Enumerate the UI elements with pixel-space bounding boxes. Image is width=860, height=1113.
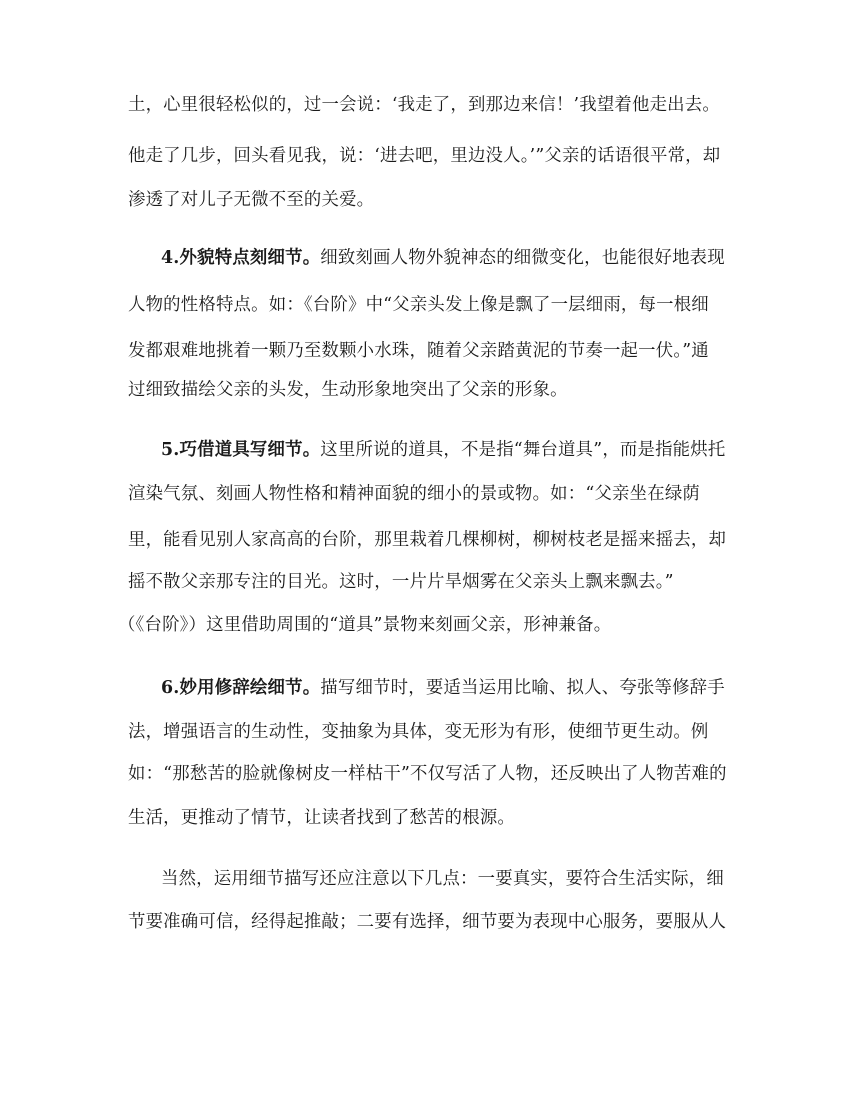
text-run: 描写细节时，要适当运用比喻、拟人、夸张等修辞手: [320, 678, 725, 698]
text-line: 发都艰难地挑着一颗乃至数颗小水珠，随着父亲踏黄泥的节奏一起一伏。”通: [128, 341, 709, 361]
section-heading: 4.外貌特点刻细节。: [161, 248, 321, 268]
text-line: 过细致描绘父亲的头发，生动形象地突出了父亲的形象。: [128, 380, 568, 400]
text-line: 生活，更推动了情节，让读者找到了愁苦的根源。: [128, 808, 515, 828]
text-line: 节要准确可信，经得起推敲；二要有选择，细节要为表现中心服务，要服从人: [128, 912, 727, 932]
section-heading: 6.妙用修辞绘细节。: [161, 678, 321, 698]
text-run: 细致刻画人物外貌神态的细微变化，也能很好地表现: [320, 248, 725, 268]
paragraph-4-first-line: [161, 248, 728, 268]
text-line: 他走了几步，回头看见我，说：‘进去吧，里边没人。’”父亲的话语很平常，却: [128, 146, 721, 166]
text-line: 当然，运用细节描写还应注意以下几点：一要真实，要符合生活实际，细: [161, 869, 724, 889]
text-line: 土，心里很轻松似的，过一会说：‘我走了，到那边来信！’我望着他走出去。: [128, 95, 720, 115]
text-run: 这里所说的道具，不是指“舞台道具”，而是指能烘托: [320, 440, 726, 460]
text-line: 如：“那愁苦的脸就像树皮一样枯干”不仅写活了人物，还反映出了人物苦难的: [128, 764, 727, 784]
text-line: 摇不散父亲那专注的目光。这时，一片片旱烟雾在父亲头上飘来飘去。”: [128, 572, 674, 592]
text-line: 渲染气氛、刻画人物性格和精神面貌的细小的景或物。如：“父亲坐在绿荫: [128, 484, 700, 504]
text-line: 人物的性格特点。如：《台阶》中“父亲头发上像是飘了一层细雨，每一根细: [128, 295, 709, 315]
text-line: （《台阶》）这里借助周围的“道具”景物来刻画父亲，形神兼备。: [118, 615, 612, 635]
section-heading: 5.巧借道具写细节。: [161, 440, 321, 460]
text-line: 渗透了对儿子无微不至的关爱。: [128, 190, 375, 210]
paragraph-5-first-line: [161, 440, 728, 460]
paragraph-6-first-line: [161, 678, 728, 698]
text-line: 里，能看见别人家高高的台阶，那里栽着几棵柳树，柳树枝老是摇来摇去，却: [128, 530, 727, 550]
text-line: 法，增强语言的生动性，变抽象为具体，变无形为有形，使细节更生动。例: [128, 722, 709, 742]
